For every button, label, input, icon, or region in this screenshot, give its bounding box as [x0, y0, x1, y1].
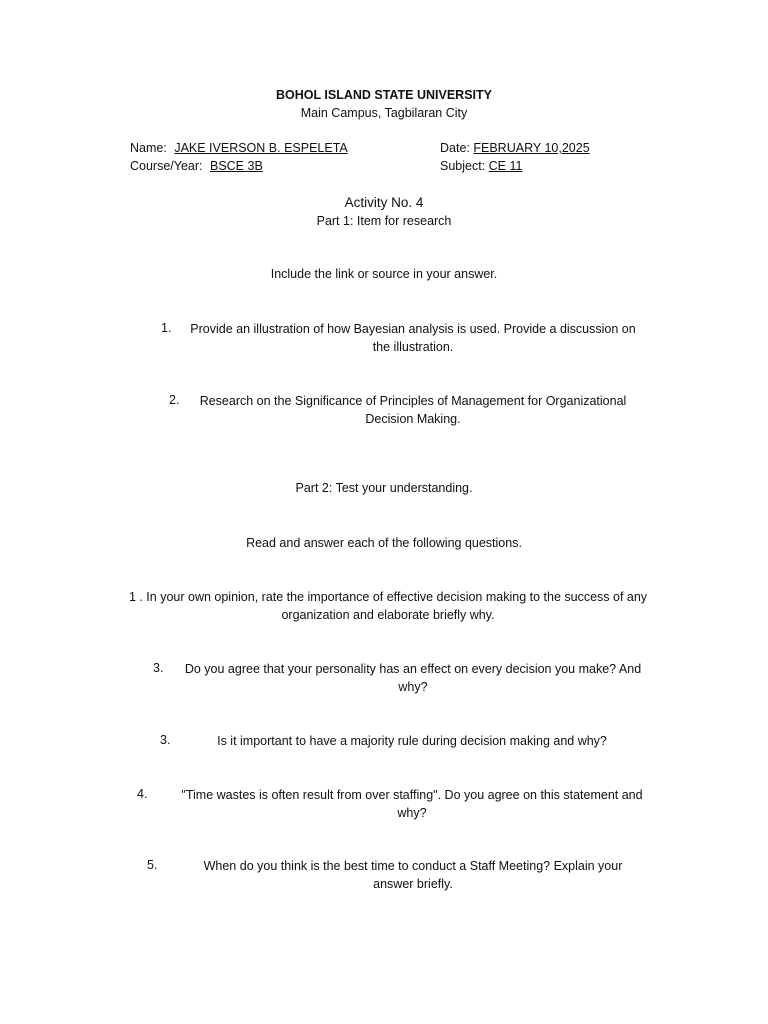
part1-item-text: Research on the Significance of Principles of Management for Organizational Decision Making. [199, 394, 627, 426]
part2-title: Part 2: Test your understanding. [295, 481, 473, 495]
part2-item-number: 5. [147, 858, 158, 872]
part2-item-text: When do you think is the best time to conduct a Staff Meeting? Explain your answer briefly. [203, 859, 623, 891]
date-line [440, 141, 590, 155]
part2-item-number: 4. [137, 787, 148, 801]
part1-item-number: 2. [169, 393, 180, 407]
course-line [130, 159, 263, 173]
campus-subtitle: Main Campus, Tagbilaran City [300, 106, 468, 120]
part2-item-number: 3. [160, 733, 171, 747]
part2-instruction: Read and answer each of the following questions. [246, 536, 522, 550]
part2-item-text: "Time wastes is often result from over staffing". Do you agree on this statement and why? [181, 788, 643, 820]
part2-item-text: Do you agree that your personality has an effect on every decision you make? And why? [184, 662, 642, 694]
activity-title: Activity No. 4 [344, 195, 424, 210]
course-label: Course/Year: [130, 159, 203, 173]
part2-item-number: 3. [153, 661, 164, 675]
date-value: FEBRUARY 10,2025 [473, 141, 590, 155]
part2-item-text: Is it important to have a majority rule during decision making and why? [217, 734, 607, 748]
name-value: JAKE IVERSON B. ESPELETA [174, 141, 348, 155]
subject-line [440, 159, 522, 173]
subject-label: Subject: [440, 159, 486, 173]
subject-value: CE 11 [488, 159, 523, 173]
date-label: Date: [440, 141, 470, 155]
part1-title: Part 1: Item for research [316, 214, 452, 228]
part1-item-number: 1. [161, 321, 172, 335]
course-value: BSCE 3B [209, 159, 263, 173]
part2-question-1: 1 . In your own opinion, rate the importance of effective decision making to the success of any organization and elaborate briefly why. [128, 590, 648, 622]
part1-item-text: Provide an illustration of how Bayesian analysis is used. Provide a discussion on the illustration. [190, 322, 636, 354]
name-line [130, 141, 348, 155]
name-label: Name: [130, 141, 167, 155]
part1-instruction: Include the link or source in your answer. [270, 267, 498, 281]
university-title: BOHOL ISLAND STATE UNIVERSITY [276, 88, 492, 102]
